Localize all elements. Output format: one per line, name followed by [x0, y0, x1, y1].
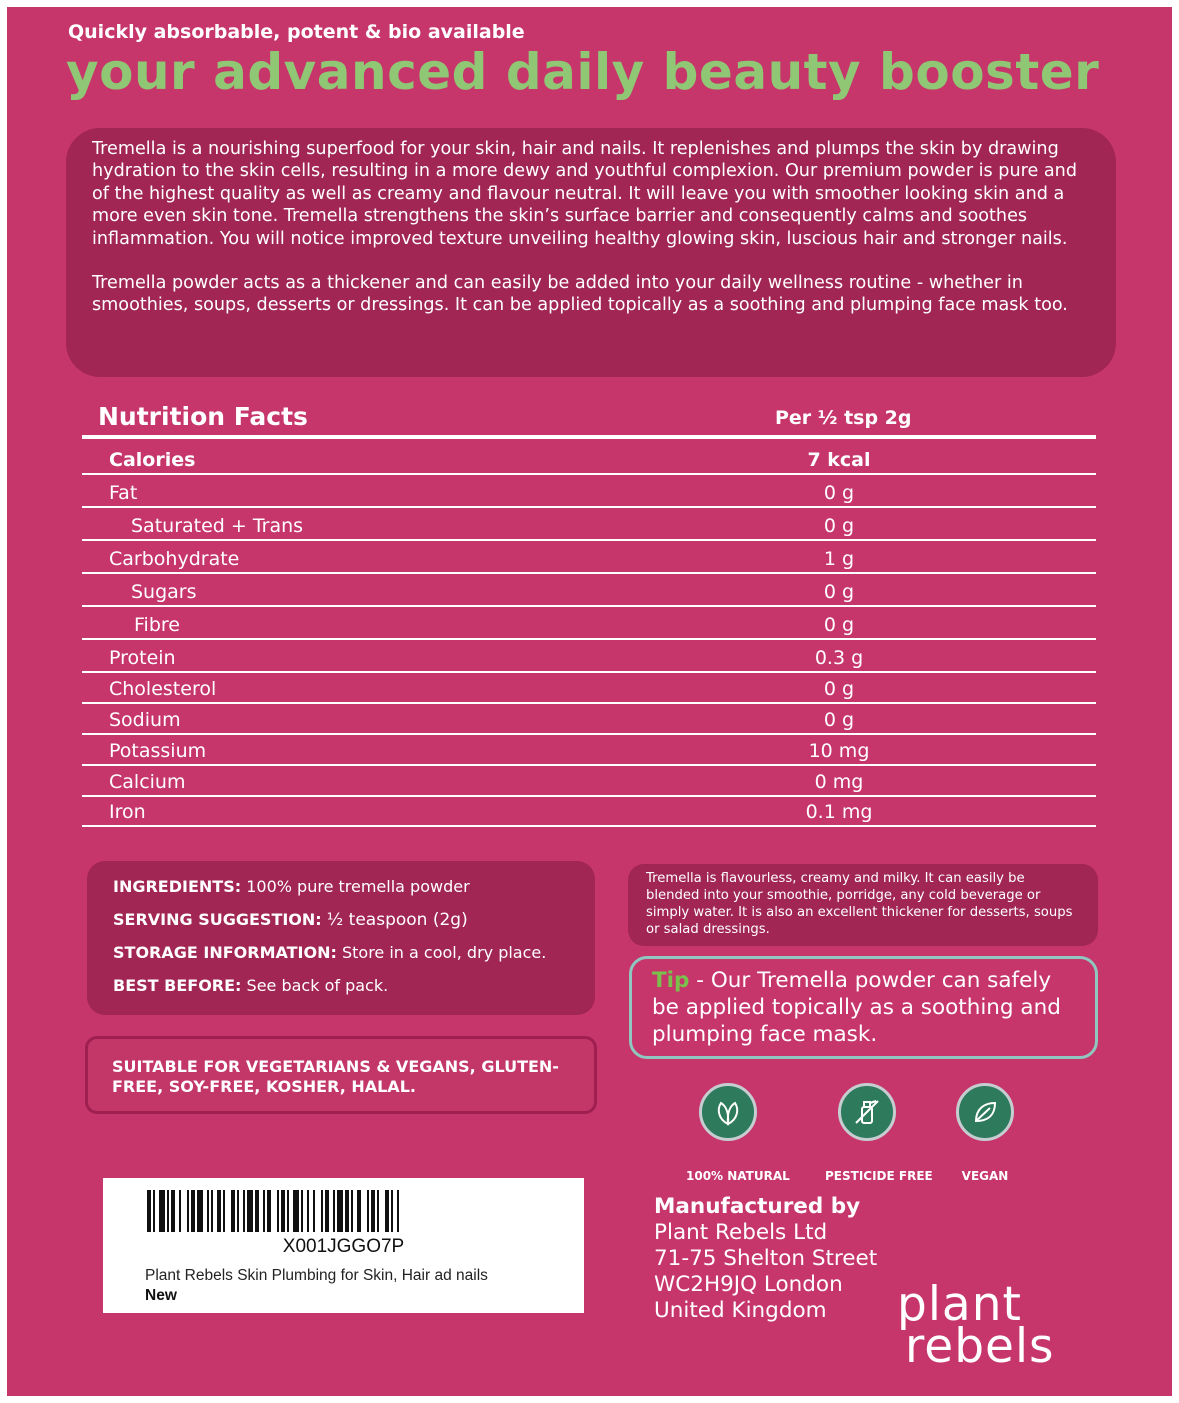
nutrient-label: Sodium [109, 709, 181, 731]
leaf-icon [956, 1083, 1014, 1141]
badge-label: VEGAN [961, 1169, 1009, 1183]
barcode-condition: New [145, 1287, 177, 1304]
nutrient-value: 10 mg [808, 740, 870, 762]
nutrition-row [82, 508, 1096, 541]
manufacturer-line: Plant Rebels Ltd [654, 1220, 828, 1245]
nutrient-label: Iron [109, 801, 146, 823]
serving-line [113, 910, 569, 943]
leaves-icon [699, 1083, 757, 1141]
ingredients-value: 100% pure tremella powder [246, 877, 470, 896]
tip-word: Tip [652, 968, 690, 993]
no-spray-icon [838, 1083, 896, 1141]
nutrient-label: Sugars [131, 581, 197, 603]
nutrition-row [82, 673, 1096, 704]
nutrient-value: 0 g [823, 709, 855, 731]
best-before-value: See back of pack. [246, 976, 389, 995]
barcode-icon [147, 1190, 539, 1232]
serving-value: ½ teaspoon (2g) [326, 910, 468, 930]
ingredients-label: INGREDIENTS: [113, 877, 242, 896]
nutrition-title: Nutrition Facts [98, 402, 308, 431]
nutrition-serving: Per ½ tsp 2g [775, 407, 912, 429]
tip-box [629, 956, 1098, 1059]
badge-natural [686, 1083, 790, 1183]
nutrient-value: 0 g [823, 515, 855, 537]
description-paragraph-2: Tremella powder acts as a thickener and can easily be added into your daily wellness routine - whether in smoothies, soups, desserts or dressings. It can be applied topically as a soothing and plumping face mask too. [92, 273, 1068, 316]
serving-label: SERVING SUGGESTION: [113, 910, 322, 929]
storage-label: STORAGE INFORMATION: [113, 943, 337, 962]
badge-pesticide-free [825, 1083, 933, 1183]
nutrient-label: Carbohydrate [109, 548, 240, 570]
nutrient-value: 7 kcal [807, 449, 871, 471]
product-info-box [87, 861, 595, 1015]
nutrient-value: 0 mg [814, 771, 864, 793]
nutrition-row [82, 574, 1096, 607]
nutrition-row [82, 475, 1096, 508]
nutrient-value: 0 g [823, 482, 855, 504]
badge-label: 100% NATURAL [686, 1169, 790, 1183]
dietary-suitability: SUITABLE FOR VEGETARIANS & VEGANS, GLUTEN-FREE, SOY-FREE, KOSHER, HALAL. [85, 1036, 597, 1114]
barcode-number: X001JGGO7P [282, 1236, 405, 1257]
best-before-label: BEST BEFORE: [113, 976, 242, 995]
storage-value: Store in a cool, dry place. [341, 943, 547, 962]
logo-line-2: rebels [905, 1319, 1055, 1374]
manufacturer-line: 71-75 Shelton Street [654, 1246, 878, 1271]
manufacturer-info [654, 1194, 877, 1324]
nutrition-row [82, 797, 1096, 827]
nutrition-row [82, 766, 1096, 797]
description-paragraph-1: Tremella is a nourishing superfood for your skin, hair and nails. It replenishes and plumps the skin by drawing hydration to the skin cells, resulting in a more dewy and youthful complexion. Our premium powder is pure and of the highest quality as well as creamy and flavour neutral. It will leave you with smoother looking skin and a more even skin tone. Tremella strengthens the skin’s surface barrier and consequently calms and soothes inflammation. You will notice improved texture unveiling healthy glowing skin, luscious hair and stronger nails. [92, 139, 1077, 249]
ingredients-line [113, 877, 569, 910]
nutrient-value: 1 g [823, 548, 855, 570]
manufacturer-line: United Kingdom [654, 1298, 827, 1323]
nutrition-row [82, 704, 1096, 735]
best-before-line [113, 976, 569, 1009]
tip-text: - Our Tremella powder can safely be applied topically as a soothing and plumping face mask. [652, 968, 1061, 1047]
tagline: Quickly absorbable, potent & bio available [68, 21, 525, 43]
badge-vegan [943, 1083, 1027, 1183]
nutrient-value: 0 g [823, 678, 855, 700]
nutrient-label: Calories [109, 449, 196, 471]
flavour-note: Tremella is flavourless, creamy and milky. It can easily be blended into your smoothie, porridge, any cold beverage or simply water. It is also an excellent thickener for desserts, soups or salad dressings. [628, 864, 1098, 946]
nutrient-label: Potassium [109, 740, 207, 762]
barcode-label [103, 1178, 584, 1313]
nutrient-label: Calcium [109, 771, 186, 793]
nutrient-label: Protein [109, 647, 176, 669]
nutrient-label: Cholesterol [109, 678, 217, 700]
barcode-description: Plant Rebels Skin Plumbing for Skin, Hair ad nails [145, 1267, 488, 1284]
nutrition-divider [82, 435, 1096, 439]
badge-label: PESTICIDE FREE [825, 1169, 933, 1183]
description-box [66, 128, 1116, 377]
nutrition-row [82, 541, 1096, 574]
nutrition-row [82, 640, 1096, 673]
nutrition-row [82, 607, 1096, 640]
nutrient-value: 0.1 mg [805, 801, 873, 823]
nutrient-value: 0.3 g [814, 647, 864, 669]
nutrition-row [82, 735, 1096, 766]
nutrient-value: 0 g [823, 581, 855, 603]
manufacturer-line: WC2H9JQ London [654, 1272, 843, 1297]
storage-line [113, 943, 569, 976]
nutrient-value: 0 g [823, 614, 855, 636]
headline: your advanced daily beauty booster [66, 43, 1100, 101]
nutrient-label: Saturated + Trans [131, 515, 304, 537]
nutrient-label: Fat [109, 482, 138, 504]
logo-line-1: plant [897, 1277, 1022, 1332]
manufacturer-heading: Manufactured by [654, 1194, 861, 1219]
label-panel [7, 7, 1172, 1396]
brand-logo [897, 1277, 1055, 1374]
nutrient-label: Fibre [134, 614, 180, 636]
nutrition-row [82, 441, 1096, 475]
